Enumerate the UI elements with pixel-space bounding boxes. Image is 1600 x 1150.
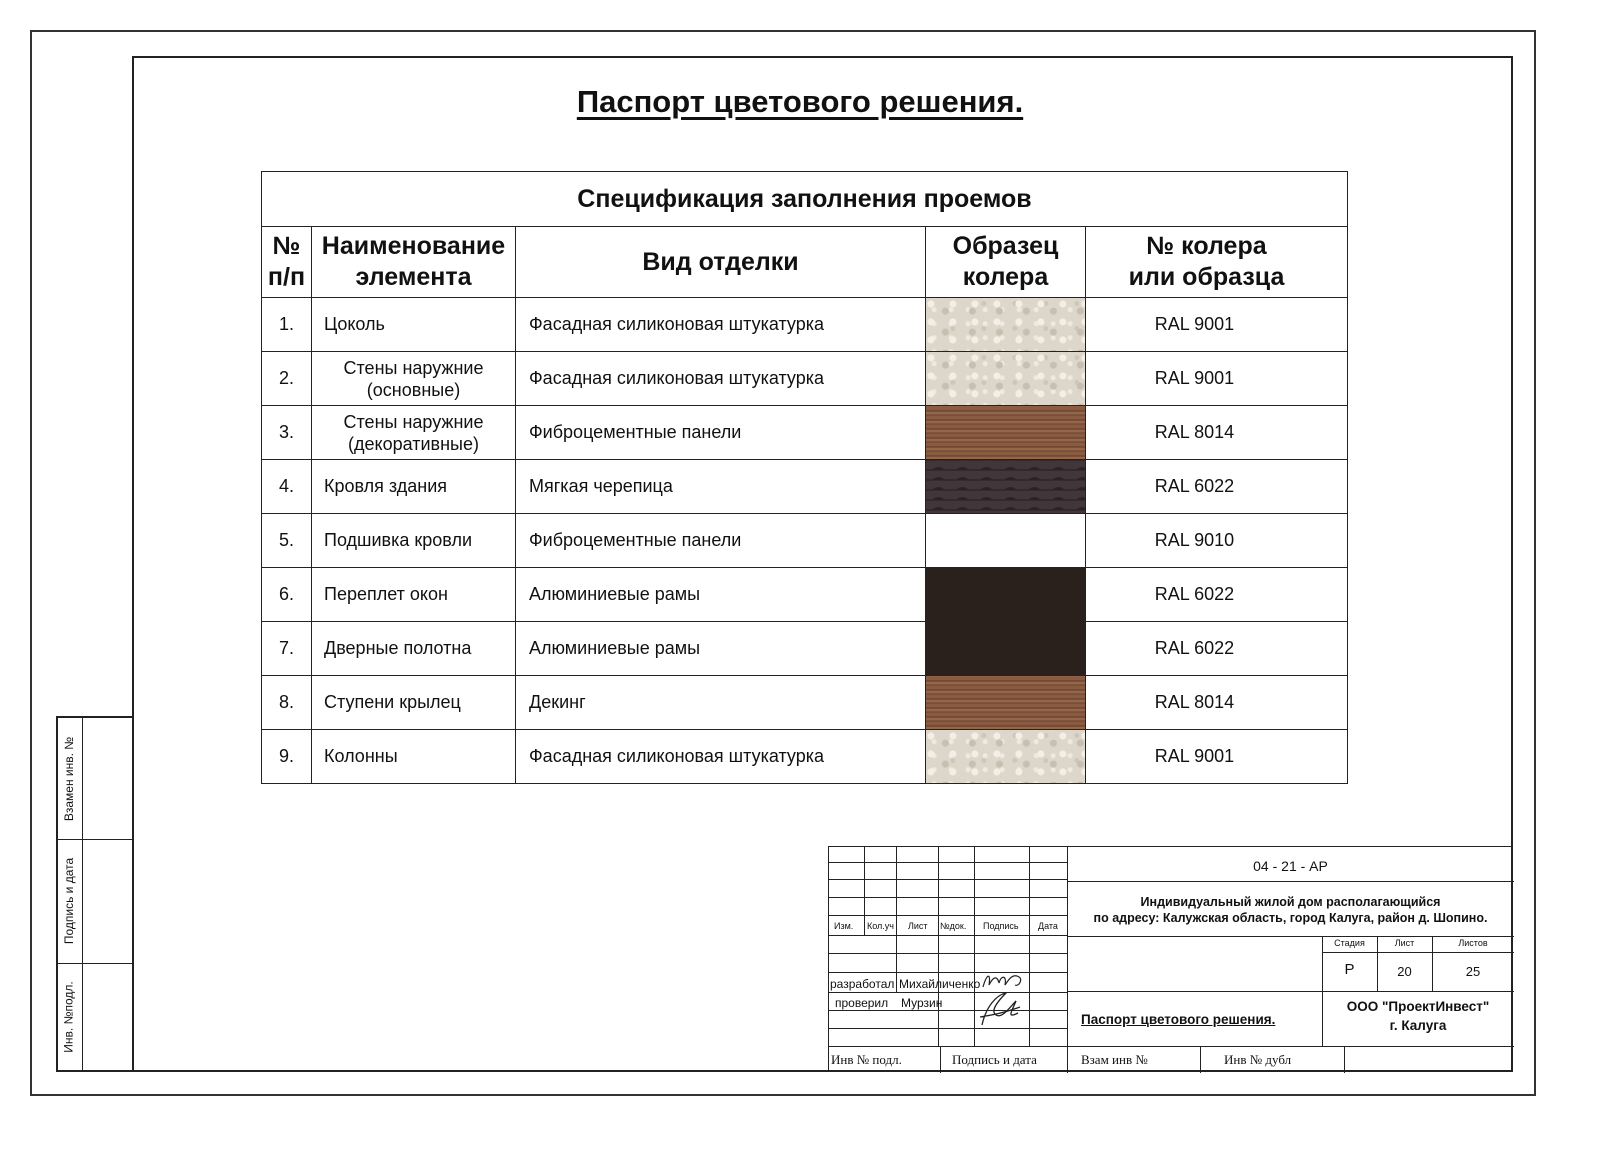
row-finish: Декинг <box>516 676 926 730</box>
row-finish: Алюминиевые рамы <box>516 568 926 622</box>
table-caption: Спецификация заполнения проемов <box>262 172 1348 227</box>
sheets-label: Листов <box>1458 938 1488 948</box>
row-num: 2. <box>262 352 312 406</box>
company-line-2: г. Калуга <box>1389 1018 1447 1033</box>
color-swatch-shingle <box>926 460 1086 514</box>
row-name: Подшивка кровли <box>312 514 516 568</box>
bottom-dup-inv: Инв № дубл <box>1224 1052 1292 1067</box>
color-swatch-plaster <box>926 730 1086 784</box>
row-ral: RAL 6022 <box>1086 622 1348 676</box>
table-row <box>262 514 1348 568</box>
strip-label-replaced-inv: Взамен инв. № <box>62 736 76 821</box>
color-swatch-plaster <box>926 352 1086 406</box>
row-name: Ступени крылец <box>312 676 516 730</box>
header-num: № п/п <box>262 227 312 298</box>
row-finish: Алюминиевые рамы <box>516 622 926 676</box>
col-doc: №док. <box>940 921 967 931</box>
color-swatch-wood <box>926 676 1086 730</box>
row-ral: RAL 6022 <box>1086 568 1348 622</box>
row-ral: RAL 6022 <box>1086 460 1348 514</box>
row-ral: RAL 8014 <box>1086 676 1348 730</box>
row-name: Переплет окон <box>312 568 516 622</box>
header-finish: Вид отделки <box>516 227 926 298</box>
row-name: Стены наружние (декоративные) <box>312 406 516 460</box>
spec-table <box>261 171 1348 784</box>
binding-strip <box>56 716 132 1072</box>
table-row <box>262 352 1348 406</box>
col-date: Дата <box>1038 921 1058 931</box>
row-num: 6. <box>262 568 312 622</box>
title-block <box>828 846 1513 1072</box>
developed-label: разработал <box>830 977 895 991</box>
bottom-replaced-inv: Взам инв № <box>1081 1052 1148 1067</box>
company-line-1: ООО "ПроектИнвест" <box>1346 999 1490 1014</box>
bottom-signature-date: Подпись и дата <box>952 1052 1037 1067</box>
row-finish: Фасадная силиконовая штукатурка <box>516 352 926 406</box>
sheet-title: Паспорт цветового решения. <box>1081 1012 1276 1027</box>
document-title: Паспорт цветового решения. <box>576 84 1024 119</box>
color-swatch-dark <box>926 568 1086 622</box>
sheet-value: 20 <box>1397 964 1412 979</box>
table-row <box>262 676 1348 730</box>
table-row <box>262 406 1348 460</box>
header-sample: Образец колера <box>926 227 1086 298</box>
project-line-1: Индивидуальный жилой дом располагающийся <box>1140 895 1441 909</box>
row-ral: RAL 8014 <box>1086 406 1348 460</box>
col-sheet: Лист <box>908 921 928 931</box>
project-line-2: по адресу: Калужская область, город Калуга, район д. Шопино. <box>1093 911 1488 925</box>
table-row <box>262 568 1348 622</box>
row-finish: Фасадная силиконовая штукатурка <box>516 730 926 784</box>
row-name: Дверные полотна <box>312 622 516 676</box>
row-name: Колонны <box>312 730 516 784</box>
row-name: Кровля здания <box>312 460 516 514</box>
row-finish: Фиброцементные панели <box>516 514 926 568</box>
col-signature: Подпись <box>983 921 1019 931</box>
color-swatch-plaster <box>926 298 1086 352</box>
row-finish: Фасадная силиконовая штукатурка <box>516 298 926 352</box>
checked-label: проверил <box>835 996 889 1010</box>
row-ral: RAL 9001 <box>1086 352 1348 406</box>
project-code: 04 - 21 - АР <box>1253 858 1328 874</box>
color-swatch-dark <box>926 622 1086 676</box>
table-row <box>262 730 1348 784</box>
color-swatch-white <box>926 514 1086 568</box>
row-num: 1. <box>262 298 312 352</box>
strip-label-signature-date: Подпись и дата <box>62 857 76 945</box>
row-ral: RAL 9010 <box>1086 514 1348 568</box>
color-swatch-wood <box>926 406 1086 460</box>
row-finish: Фиброцементные панели <box>516 406 926 460</box>
row-num: 8. <box>262 676 312 730</box>
header-color-no: № колера или образца <box>1086 227 1348 298</box>
row-num: 5. <box>262 514 312 568</box>
developed-by: Михайличенко <box>899 977 981 991</box>
col-change: Изм. <box>834 921 854 931</box>
row-num: 3. <box>262 406 312 460</box>
col-qty: Кол.уч <box>867 921 894 931</box>
sheet-label: Лист <box>1394 938 1415 948</box>
row-num: 9. <box>262 730 312 784</box>
table-row <box>262 460 1348 514</box>
row-num: 4. <box>262 460 312 514</box>
stage-label: Стадия <box>1334 938 1365 948</box>
row-ral: RAL 9001 <box>1086 298 1348 352</box>
row-name: Цоколь <box>312 298 516 352</box>
row-finish: Мягкая черепица <box>516 460 926 514</box>
strip-label-original-inv: Инв. №подл. <box>62 981 77 1053</box>
header-name: Наименование элемента <box>312 227 516 298</box>
checked-by: Мурзин <box>901 996 943 1010</box>
table-row <box>262 622 1348 676</box>
sheets-value: 25 <box>1465 964 1481 979</box>
table-row <box>262 298 1348 352</box>
row-name: Стены наружние (основные) <box>312 352 516 406</box>
bottom-inv-orig: Инв № подл. <box>831 1052 902 1067</box>
signature-checker-icon <box>976 987 1024 1029</box>
row-ral: RAL 9001 <box>1086 730 1348 784</box>
row-num: 7. <box>262 622 312 676</box>
stage-value: Р <box>1344 961 1355 978</box>
